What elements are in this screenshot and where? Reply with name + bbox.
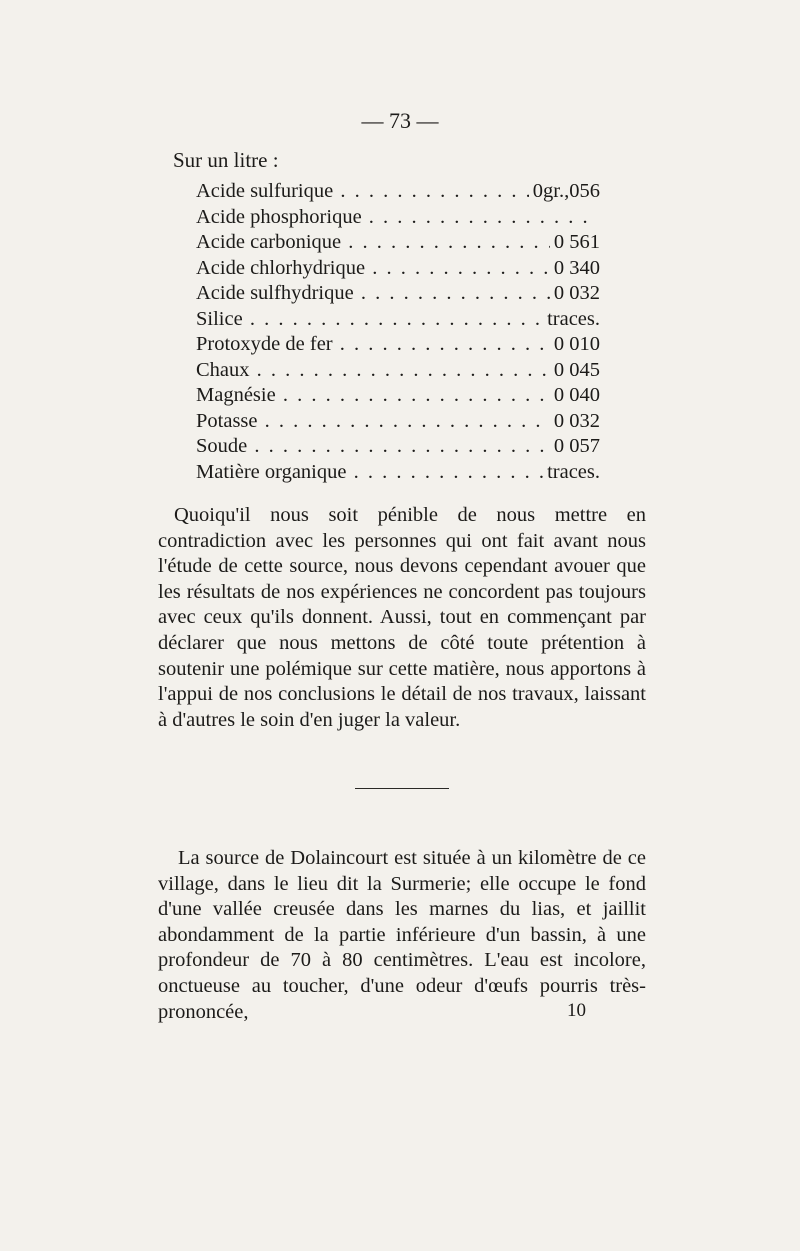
signature-mark: 10 <box>567 1000 586 1021</box>
analysis-value: 0 010 <box>550 333 600 356</box>
analysis-row <box>196 257 600 283</box>
analysis-table <box>196 180 600 486</box>
analysis-substance: Protoxyde de fer . . . <box>196 333 550 356</box>
analysis-value: traces. <box>543 461 600 484</box>
paragraph-contradiction: Quoiqu'il nous soit pénible de nous mettre en contradiction avec les personnes qui ont fait avant nous l'étude de cette source, nous devons cependant avouer que les résultats de nos expériences ne concordent pas toujours avec ceux qu'ils donnent. Aussi, tout en commençant par déclarer que nous mettons de côté toute prétention à soutenir une polémique sur cette matière, nous apportons à l'appui de nos conclusions le détail de nos travaux, laissant à d'autres le soin d'en juger la valeur. <box>158 504 646 731</box>
analysis-value: 0 032 <box>550 410 600 433</box>
analysis-value: 0 340 <box>550 257 600 280</box>
paragraph-dolaincourt-source: La source de Dolaincourt est située à un kilomètre de ce village, dans le lieu dit la Surmerie; elle occupe le fond d'une vallée creusée dans les marnes du lias, et jaillit abondamment de la partie inférieure d'un bassin, à une profondeur de 70 à 80 centimètres. L'eau est incolore, onctueuse au toucher, d'une odeur d'œufs pourris très-prononcée, <box>158 847 646 1023</box>
analysis-substance: Acide chlorhydrique . . . <box>196 257 550 280</box>
analysis-substance: Acide carbonique . . . <box>196 231 550 254</box>
analysis-intro: Sur un litre : <box>173 148 279 172</box>
analysis-substance: Acide sulfhydrique . . . <box>196 282 550 305</box>
analysis-row <box>196 435 600 461</box>
analysis-value: 0 561 <box>550 231 600 254</box>
analysis-substance: Silice . . . <box>196 308 543 331</box>
analysis-value: 0gr.,056 <box>529 180 600 203</box>
analysis-row <box>196 384 600 410</box>
analysis-value: 0 057 <box>550 435 600 458</box>
analysis-row <box>196 231 600 257</box>
page-number: — 73 — <box>361 108 439 133</box>
analysis-row <box>196 333 600 359</box>
analysis-substance: Matière organique . . . <box>196 461 543 484</box>
analysis-value: traces. <box>543 308 600 331</box>
analysis-value: 0 045 <box>550 359 600 382</box>
analysis-row <box>196 461 600 487</box>
analysis-row <box>196 410 600 436</box>
analysis-substance: Acide sulfurique . . . <box>196 180 529 203</box>
analysis-row <box>196 282 600 308</box>
section-divider <box>355 788 449 789</box>
analysis-substance: Soude . . . <box>196 435 550 458</box>
analysis-row <box>196 359 600 385</box>
analysis-value: 0 032 <box>550 282 600 305</box>
analysis-row <box>196 180 600 206</box>
analysis-value: 0 040 <box>550 384 600 407</box>
analysis-row <box>196 308 600 334</box>
analysis-row <box>196 206 600 232</box>
analysis-substance: Magnésie . . . <box>196 384 550 407</box>
analysis-substance: Chaux . . . <box>196 359 550 382</box>
analysis-substance: Acide phosphorique . . . <box>196 206 596 229</box>
analysis-substance: Potasse . . . <box>196 410 550 433</box>
